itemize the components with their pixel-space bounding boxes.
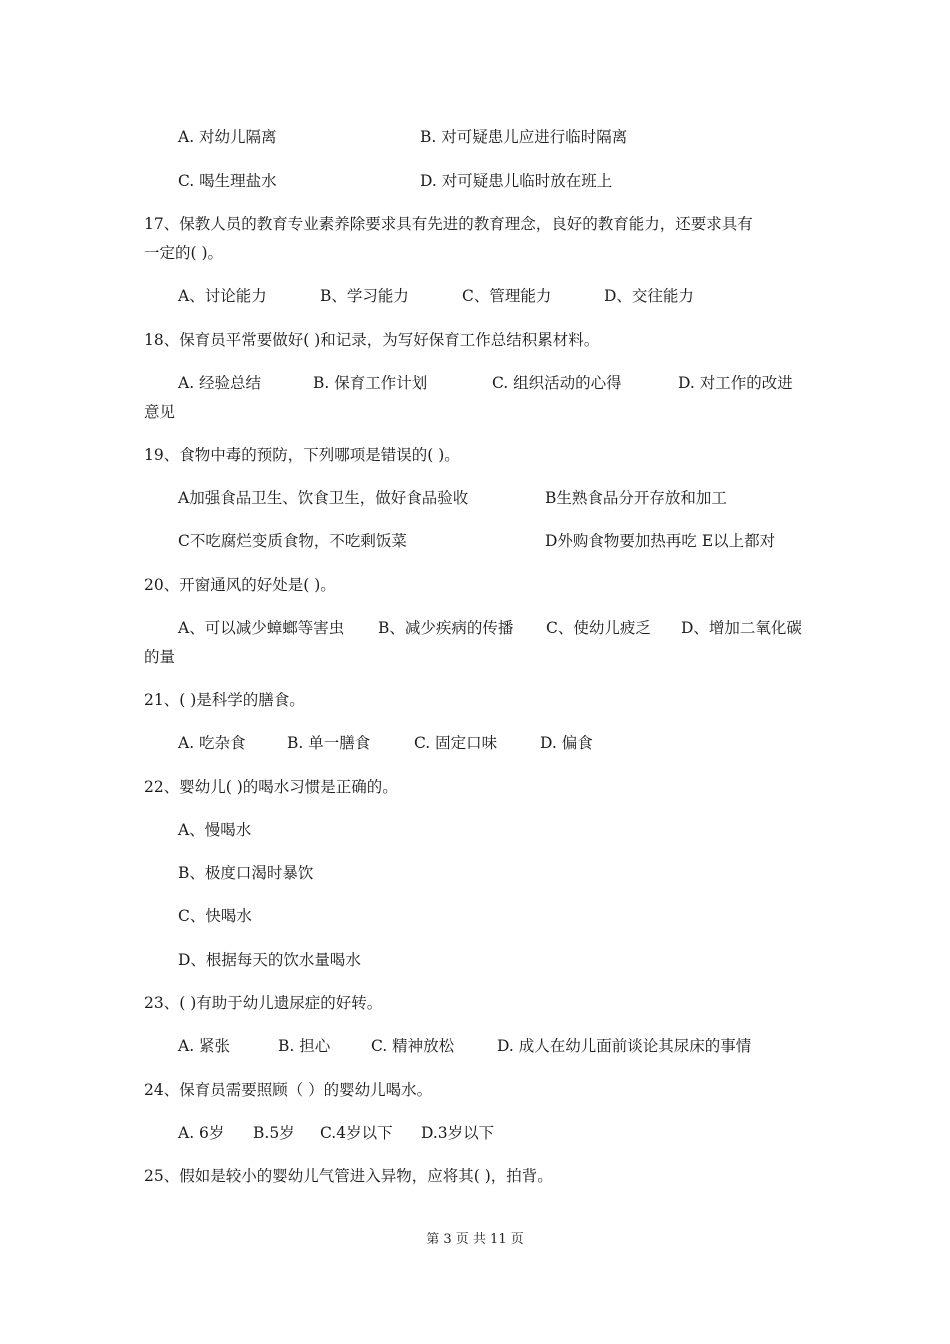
text-line: C. 组织活动的心得: [492, 374, 622, 392]
text-line: B.5岁: [253, 1124, 295, 1142]
text-line: C.4岁以下: [320, 1124, 393, 1142]
text-line: 意见: [144, 403, 176, 421]
text-line: B. 保育工作计划: [313, 374, 428, 392]
text-line: 18、保育员平常要做好( )和记录，为写好保育工作总结积累材料。: [144, 331, 600, 349]
text-line: A、可以减少蟑螂等害虫: [178, 619, 345, 637]
text-line: A. 经验总结: [178, 374, 262, 392]
text-line: C、使幼儿疲乏: [546, 619, 651, 637]
text-line: B、学习能力: [320, 287, 409, 305]
text-line: B、减少疾病的传播: [378, 619, 514, 637]
text-line: A加强食品卫生、饮食卫生，做好食品验收: [178, 489, 469, 507]
text-line: D、根据每天的饮水量喝水: [178, 951, 361, 969]
text-line: D、交往能力: [604, 287, 694, 305]
text-line: A、讨论能力: [178, 287, 267, 305]
text-line: A、慢喝水: [178, 821, 252, 839]
text-line: B. 担心: [278, 1037, 331, 1055]
text-line: 24、保育员需要照顾（ ）的婴幼儿喝水。: [144, 1081, 433, 1099]
text-line: D. 对工作的改进: [678, 374, 793, 392]
text-line: A. 紧张: [178, 1037, 231, 1055]
text-line: C. 喝生理盐水: [178, 172, 277, 190]
text-line: C不吃腐烂变质食物，不吃剩饭菜: [178, 532, 407, 550]
text-line: B. 单一膳食: [287, 734, 371, 752]
text-line: 17、保教人员的教育专业素养除要求具有先进的教育理念，良好的教育能力，还要求具有: [144, 215, 753, 233]
text-line: B生熟食品分开存放和加工: [545, 489, 727, 507]
text-line: 20、开窗通风的好处是( )。: [144, 576, 336, 594]
text-line: 的量: [144, 648, 176, 666]
text-line: D、增加二氧化碳: [681, 619, 802, 637]
text-line: D. 偏食: [540, 734, 593, 752]
text-line: A. 对幼儿隔离: [178, 128, 277, 146]
text-line: B、极度口渴时暴饮: [178, 864, 314, 882]
text-line: 23、( )有助于幼儿遗尿症的好转。: [144, 994, 383, 1012]
text-line: A. 吃杂食: [178, 734, 246, 752]
text-line: B. 对可疑患儿应进行临时隔离: [420, 128, 628, 146]
text-line: 19、食物中毒的预防，下列哪项是错误的( )。: [144, 446, 460, 464]
text-line: D外购食物要加热再吃 E以上都对: [545, 532, 776, 550]
text-line: 21、( )是科学的膳食。: [144, 691, 305, 709]
text-line: C. 精神放松: [371, 1037, 455, 1055]
text-line: D.3岁以下: [421, 1124, 495, 1142]
text-line: C. 固定口味: [414, 734, 498, 752]
text-line: D. 成人在幼儿面前谈论其尿床的事情: [497, 1037, 752, 1055]
text-line: D. 对可疑患儿临时放在班上: [420, 172, 613, 190]
page-footer: 第 3 页 共 11 页: [426, 1232, 524, 1247]
text-line: 25、假如是较小的婴幼儿气管进入异物，应将其( )，拍背。: [144, 1167, 553, 1185]
text-line: A. 6岁: [178, 1124, 225, 1142]
text-line: 22、婴幼儿( )的喝水习惯是正确的。: [144, 778, 398, 796]
text-line: C、快喝水: [178, 907, 252, 925]
text-line: C、管理能力: [462, 287, 552, 305]
text-line: 一定的( )。: [144, 244, 224, 262]
